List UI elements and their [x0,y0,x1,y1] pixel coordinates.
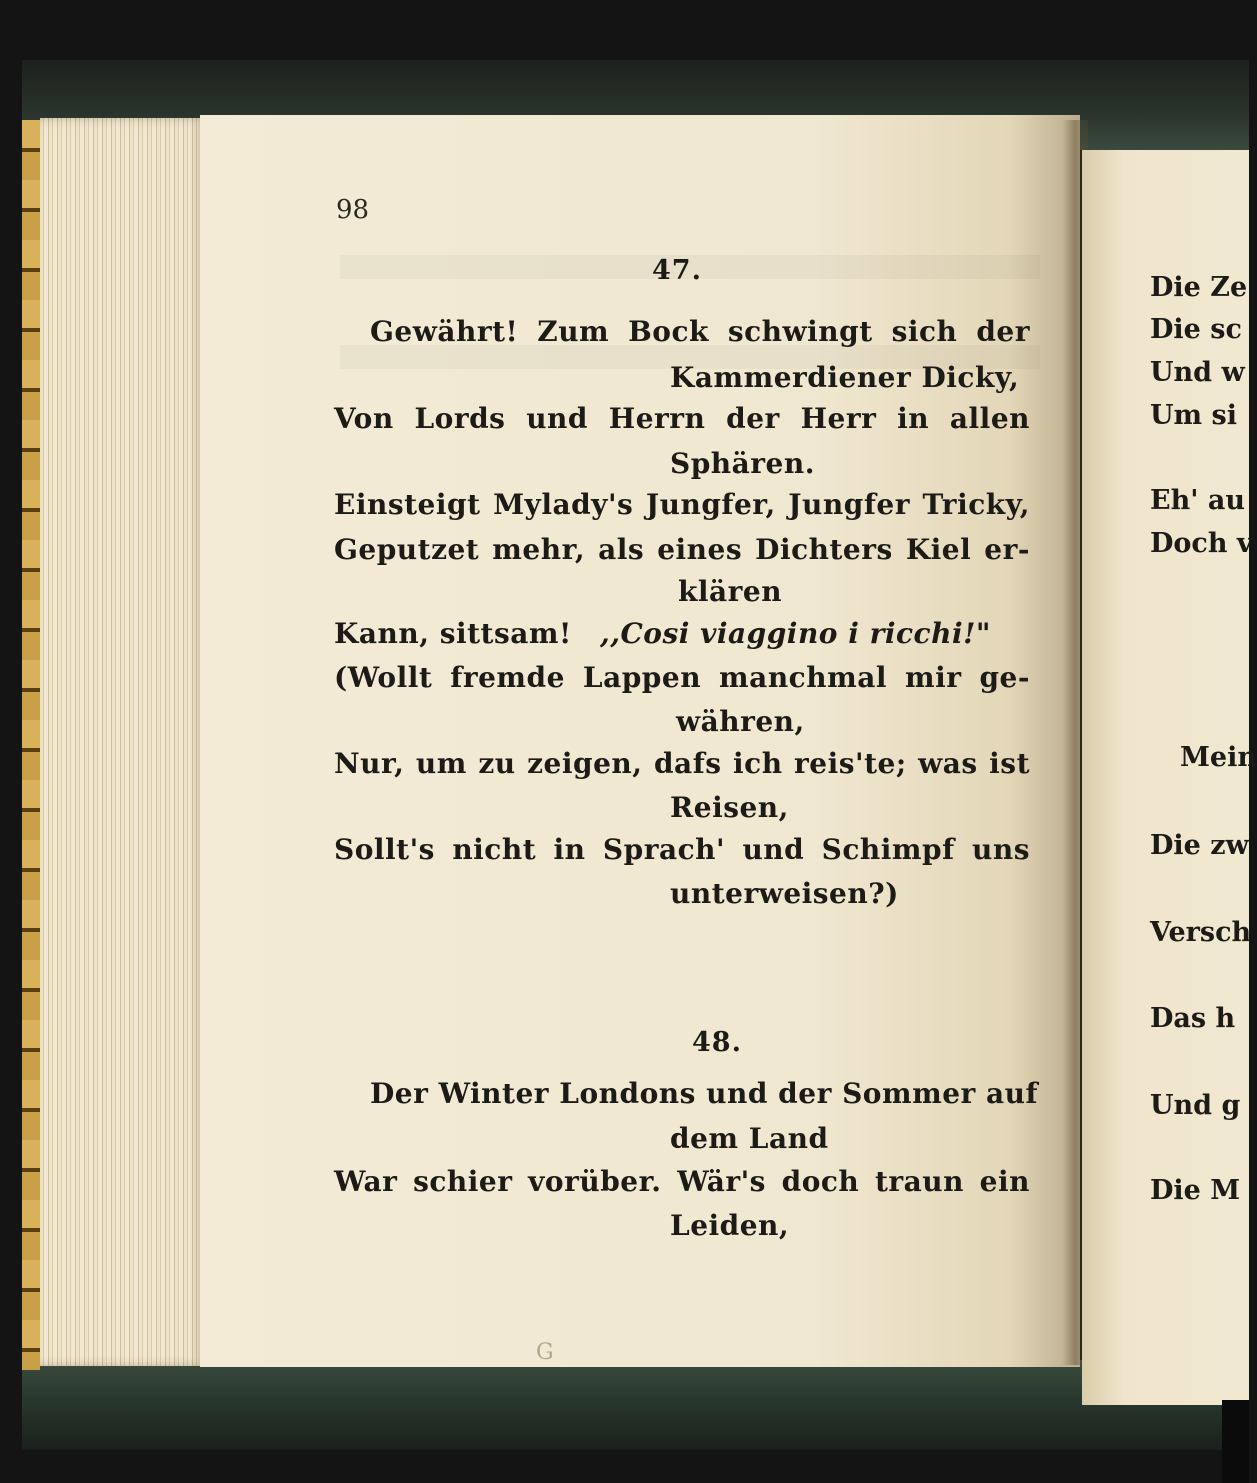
verse-fragment: Mein [1180,742,1257,773]
verse-fragment: Doch v [1150,528,1253,559]
verse-line: Reisen, [670,791,789,824]
verse-line: währen, [676,705,805,738]
stanza-number-47: 47. [652,255,702,286]
verse-fragment: Die zw [1150,830,1249,861]
decorative-spine [22,120,40,1370]
background-corner [1222,1400,1249,1483]
verse-fragment: Eh' au [1150,485,1246,516]
verse-line: Sphären. [670,447,815,480]
verse-fragment: Das h [1150,1003,1236,1034]
verse-fragment: Und w [1150,357,1245,388]
verse-line: War schier vorüber. Wär's doch traun ein [334,1165,1030,1198]
verse-line: Kammerdiener Dicky, [670,361,1020,394]
right-page [1082,150,1257,1405]
verse-line: Gewährt! Zum Bock schwingt sich der [370,315,1030,348]
verse-line: Von Lords und Herrn der Herr in allen [334,402,1030,435]
verse-line: unterweisen?) [670,877,899,910]
verse-line: (Wollt fremde Lappen manchmal mir ge- [334,661,1030,694]
verse-text: Kann, sittsam! [334,617,572,650]
verse-fragment: Versch [1150,917,1252,948]
verse-line: Sollt's nicht in Sprach' und Schimpf uns [334,833,1030,866]
book-cover-bottom [22,1360,1249,1450]
verse-fragment: Die sc [1150,314,1242,345]
page-edges [40,118,205,1366]
verse-line: Einsteigt Mylady's Jungfer, Jungfer Tricky, [334,488,1030,521]
verse-fragment: Die M [1150,1175,1241,1206]
left-page [200,115,1080,1367]
verse-fragment: Um si [1150,400,1237,431]
verse-line: klären [678,575,783,608]
verse-fragment: Die Ze [1150,272,1248,303]
verse-line: Der Winter Londons und der Sommer auf [370,1077,1039,1110]
verse-fragment: Und g [1150,1090,1241,1121]
verse-line: Geputzet mehr, als eines Dichters Kiel er- [334,533,1030,566]
page-number: 98 [336,195,370,225]
verse-line: Leiden, [670,1209,790,1242]
verse-line [334,617,572,650]
signature-mark: G [536,1340,554,1365]
verse-line: dem Land [670,1122,829,1155]
stanza-number-48: 48. [692,1027,742,1058]
verse-line: Nur, um zu zeigen, dafs ich reis'te; was ist [334,747,1030,780]
verse-line-italic: ,,Cosi viaggino i ricchi!" [600,617,991,650]
